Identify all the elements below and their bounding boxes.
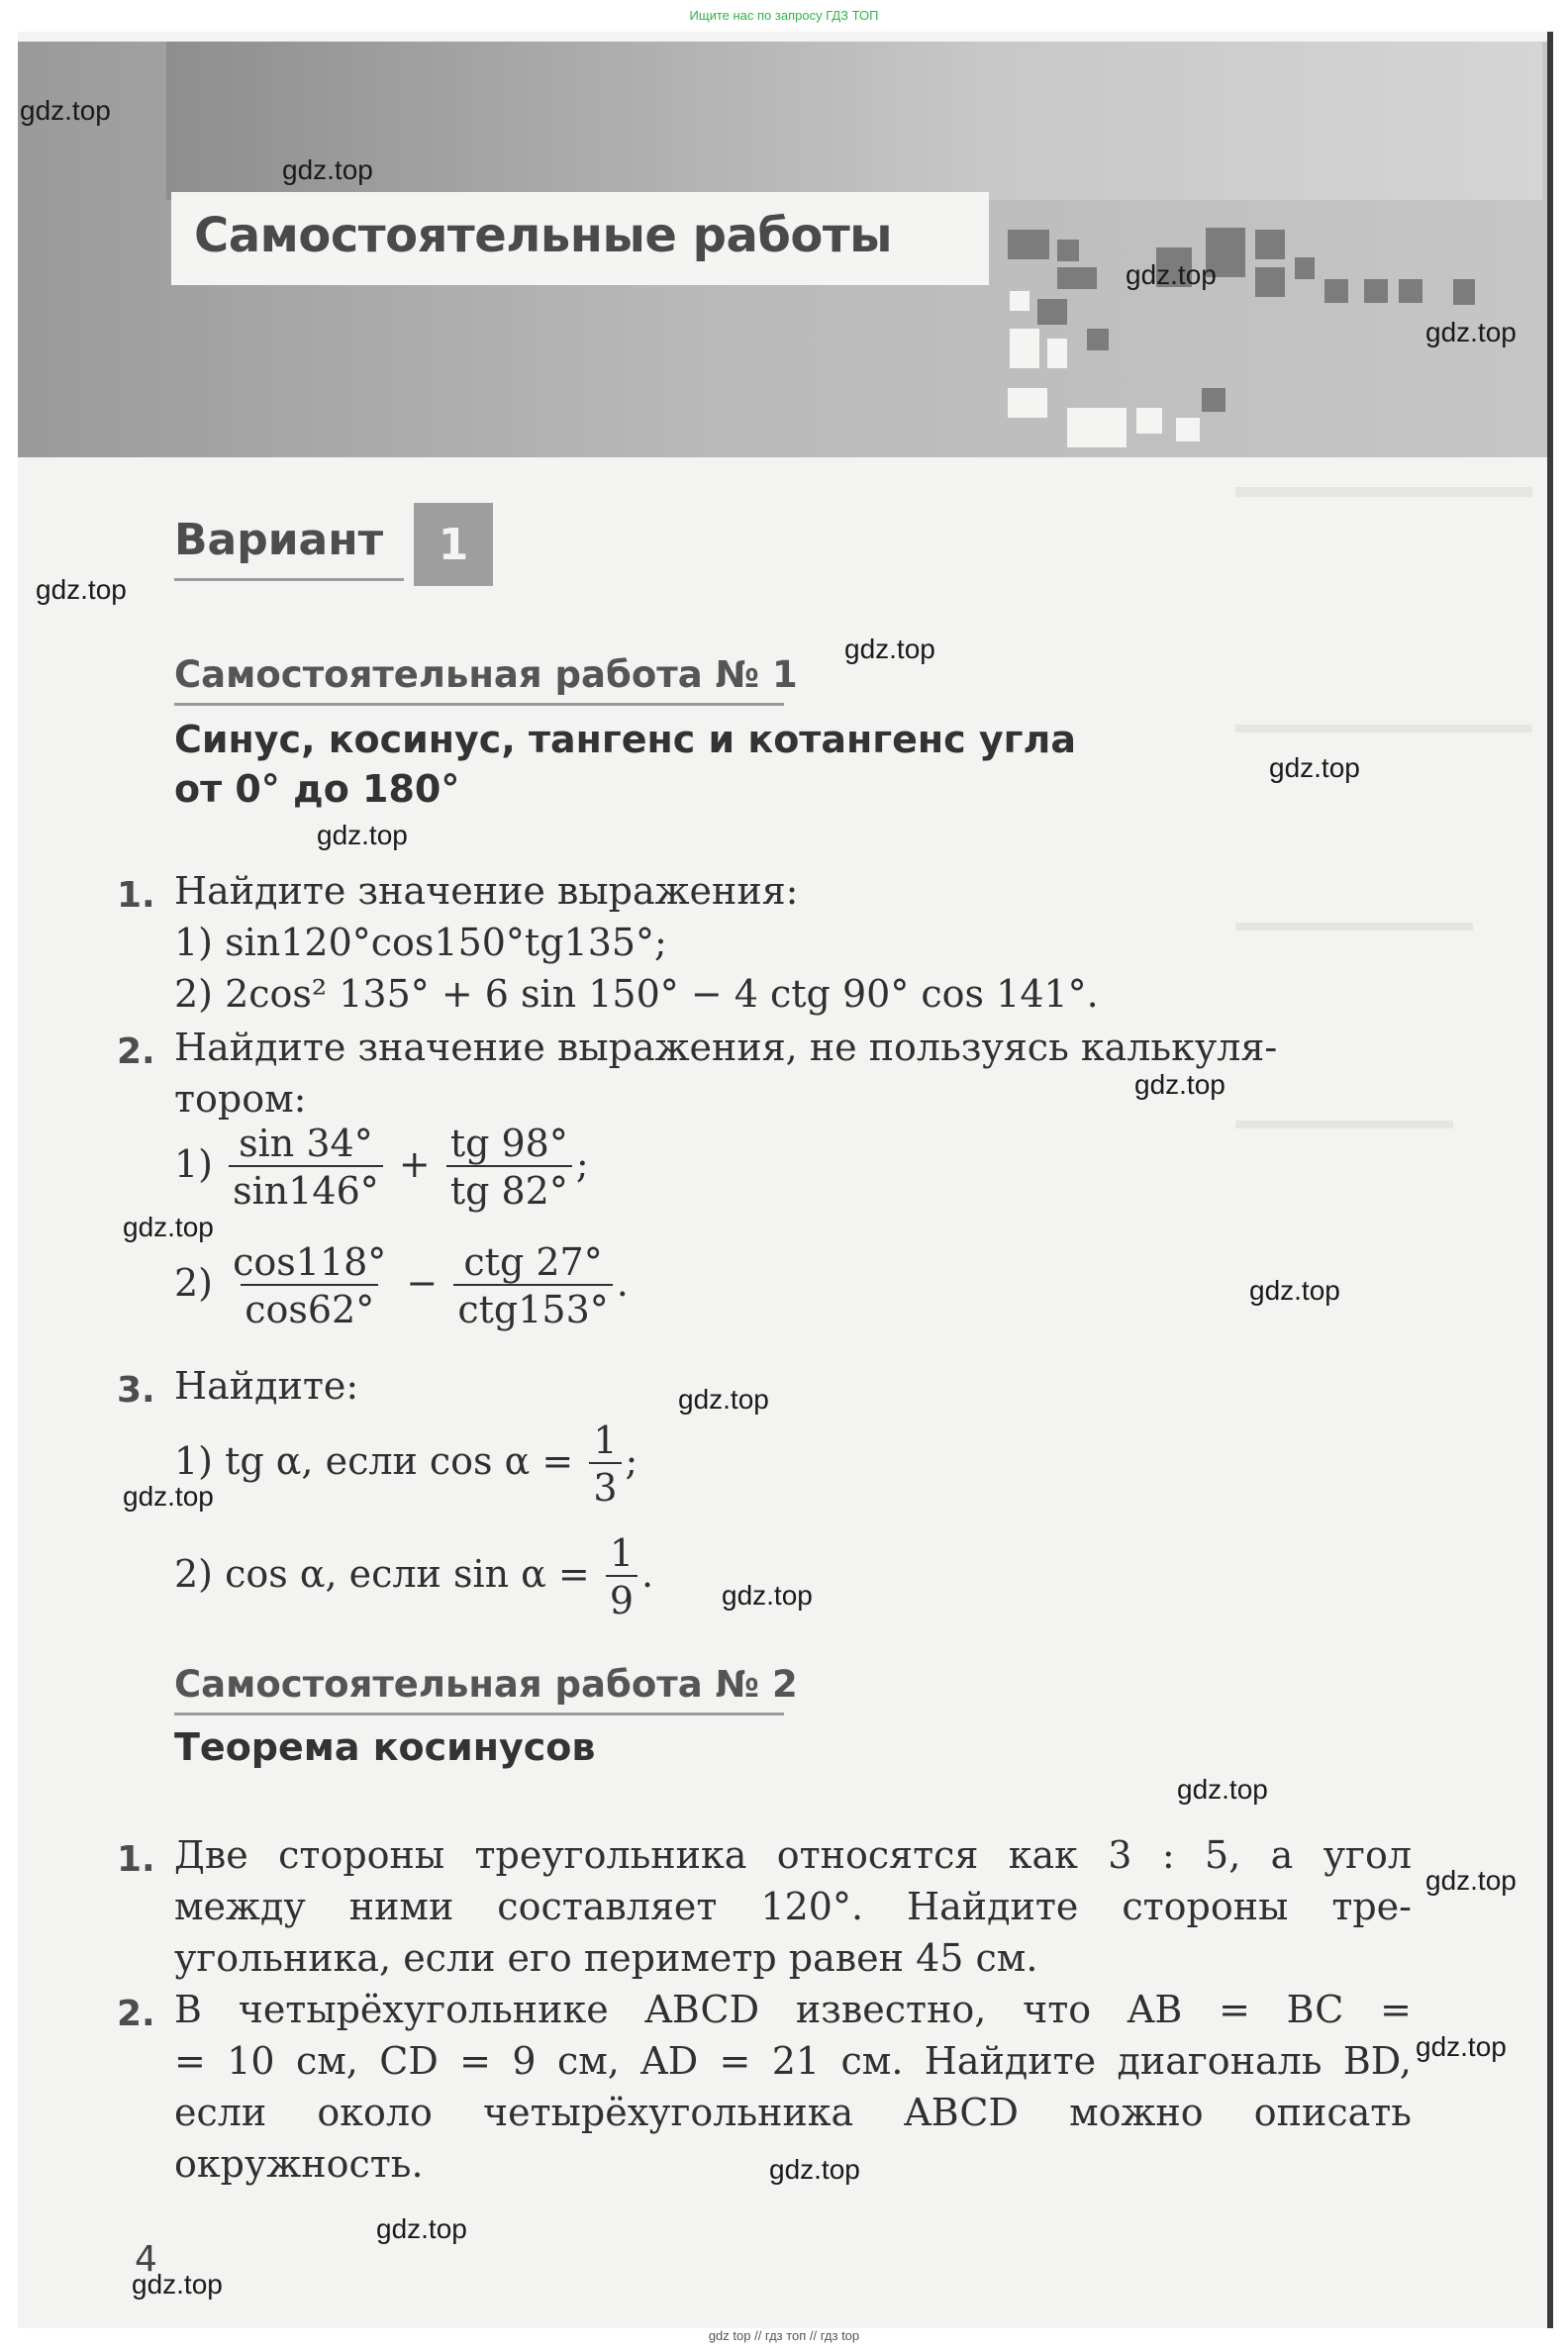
fraction bbox=[229, 1240, 390, 1333]
work2-title: Самостоятельная работа № 2 bbox=[174, 1663, 798, 1706]
task-number: 2. bbox=[117, 1994, 155, 2034]
fraction-expression bbox=[174, 1528, 653, 1624]
task-text-line: если около четырёхугольника ABCD можно описать bbox=[174, 2091, 1412, 2134]
numerator: cos118° bbox=[233, 1239, 387, 1284]
fraction bbox=[229, 1122, 383, 1215]
punctuation: . bbox=[641, 1552, 654, 1596]
numerator: sin 34° bbox=[239, 1121, 373, 1165]
bleed-through bbox=[1235, 1121, 1453, 1128]
denominator: cos62° bbox=[241, 1284, 378, 1333]
item-prefix: 2) cos α, если sin α = bbox=[174, 1552, 590, 1596]
watermark: gdz.top bbox=[1269, 752, 1360, 783]
fraction bbox=[606, 1531, 637, 1624]
watermark: gdz.top bbox=[1425, 1865, 1517, 1896]
numerator: tg 98° bbox=[449, 1121, 568, 1165]
variant-underline bbox=[174, 578, 404, 581]
watermark: gdz.top bbox=[123, 1212, 214, 1242]
numerator: 1 bbox=[593, 1418, 618, 1462]
top-note: Ищите нас по запросу ГДЗ ТОП bbox=[689, 8, 879, 23]
task-text: Найдите: bbox=[174, 1364, 359, 1408]
decor-pixel bbox=[1057, 267, 1097, 289]
decor-pixel bbox=[1067, 408, 1127, 447]
task-text: Найдите значение выражения, не пользуясь калькуля- bbox=[174, 1026, 1278, 1069]
task-item: 2) 2cos² 135° + 6 sin 150° − 4 ctg 90° cos 141°. bbox=[174, 972, 1099, 1016]
task-number: 1. bbox=[117, 1839, 155, 1880]
decor-pixel bbox=[1295, 257, 1315, 279]
work1-topic-line2: от 0° до 180° bbox=[174, 767, 460, 811]
watermark: gdz.top bbox=[376, 2213, 467, 2244]
item-prefix: 1) bbox=[174, 1142, 214, 1186]
numerator: ctg 27° bbox=[463, 1239, 603, 1284]
textbook-page bbox=[18, 32, 1553, 2328]
bleed-through bbox=[1235, 487, 1532, 497]
task-text: Найдите значение выражения: bbox=[174, 869, 799, 913]
fraction bbox=[589, 1419, 621, 1512]
task-text-line: В четырёхугольнике ABCD известно, что AB = BC = bbox=[174, 1988, 1412, 2031]
decor-pixel bbox=[1202, 388, 1225, 412]
decor-pixel bbox=[1136, 408, 1162, 434]
punctuation: ; bbox=[575, 1142, 589, 1186]
numerator: 1 bbox=[609, 1530, 635, 1575]
page-number: 4 bbox=[135, 2239, 157, 2280]
bottom-note: gdz top // гдз топ // гдз top bbox=[708, 2328, 860, 2343]
operator: + bbox=[398, 1142, 431, 1186]
watermark: gdz.top bbox=[1425, 317, 1517, 347]
task-text-line: между ними составляет 120°. Найдите стороны тре- bbox=[174, 1885, 1412, 1928]
watermark: gdz.top bbox=[1126, 259, 1217, 290]
work1-title: Самостоятельная работа № 1 bbox=[174, 653, 798, 696]
watermark: gdz.top bbox=[132, 2269, 223, 2300]
decor-pixel bbox=[1453, 279, 1475, 305]
header-title: Самостоятельные работы bbox=[194, 208, 893, 263]
fraction-expression bbox=[174, 1237, 629, 1333]
task-text-line: = 10 см, CD = 9 см, AD = 21 см. Найдите диагональ BD, bbox=[174, 2039, 1412, 2083]
punctuation: ; bbox=[625, 1439, 638, 1483]
task-text: тором: bbox=[174, 1077, 307, 1121]
watermark: gdz.top bbox=[1249, 1275, 1340, 1306]
task-text-line: окружность. bbox=[174, 2142, 424, 2186]
decor-pixel bbox=[1037, 299, 1067, 325]
decor-pixel bbox=[1010, 291, 1029, 311]
decor-pixel bbox=[1010, 329, 1039, 368]
operator: − bbox=[406, 1261, 439, 1305]
task-item: 1) sin120°cos150°tg135°; bbox=[174, 921, 667, 964]
watermark: gdz.top bbox=[722, 1580, 813, 1611]
work2-topic: Теорема косинусов bbox=[174, 1725, 596, 1769]
fraction bbox=[453, 1240, 612, 1333]
denominator: tg 82° bbox=[446, 1165, 572, 1215]
decor-pixel bbox=[1324, 279, 1348, 303]
decor-pixel bbox=[1399, 279, 1422, 303]
denominator: 9 bbox=[606, 1575, 637, 1624]
watermark: gdz.top bbox=[20, 95, 111, 126]
watermark: gdz.top bbox=[678, 1384, 769, 1415]
item-prefix: 1) tg α, если cos α = bbox=[174, 1439, 574, 1483]
decor-pixel bbox=[1255, 230, 1285, 259]
watermark: gdz.top bbox=[769, 2154, 860, 2185]
bleed-through bbox=[1235, 725, 1532, 733]
watermark: gdz.top bbox=[317, 820, 408, 850]
variant-number: 1 bbox=[414, 503, 493, 586]
decor-pixel bbox=[1047, 339, 1067, 368]
watermark: gdz.top bbox=[282, 154, 373, 185]
task-number: 1. bbox=[117, 875, 155, 916]
watermark: gdz.top bbox=[36, 574, 127, 605]
watermark: gdz.top bbox=[123, 1481, 214, 1512]
fraction bbox=[446, 1122, 572, 1215]
watermark: gdz.top bbox=[844, 634, 935, 664]
task-text-line: угольника, если его периметр равен 45 см. bbox=[174, 1936, 1038, 1980]
work2-underline bbox=[174, 1713, 784, 1715]
denominator: sin146° bbox=[229, 1165, 383, 1215]
work1-underline bbox=[174, 703, 784, 706]
denominator: 3 bbox=[589, 1462, 621, 1512]
variant-label: Вариант bbox=[174, 515, 384, 565]
watermark: gdz.top bbox=[1177, 1774, 1268, 1805]
work1-topic-line1: Синус, косинус, тангенс и котангенс угла bbox=[174, 718, 1076, 761]
decor-pixel bbox=[1364, 279, 1388, 303]
decor-pixel bbox=[1087, 329, 1109, 350]
item-prefix: 2) bbox=[174, 1261, 214, 1305]
fraction-expression bbox=[174, 1416, 637, 1512]
decor-pixel bbox=[1008, 230, 1049, 259]
task-number: 3. bbox=[117, 1370, 155, 1411]
decor-pixel bbox=[1176, 418, 1200, 441]
punctuation: . bbox=[616, 1261, 629, 1305]
denominator: ctg153° bbox=[453, 1284, 612, 1333]
decor-pixel bbox=[1255, 267, 1285, 297]
task-text-line: Две стороны треугольника относятся как 3 : 5, а угол bbox=[174, 1833, 1412, 1877]
watermark: gdz.top bbox=[1134, 1069, 1225, 1100]
bleed-through bbox=[1235, 923, 1473, 930]
fraction-expression bbox=[174, 1119, 589, 1215]
watermark: gdz.top bbox=[1416, 2031, 1507, 2062]
decor-pixel bbox=[1057, 240, 1079, 261]
decor-pixel bbox=[1008, 388, 1047, 418]
task-number: 2. bbox=[117, 1031, 155, 1072]
